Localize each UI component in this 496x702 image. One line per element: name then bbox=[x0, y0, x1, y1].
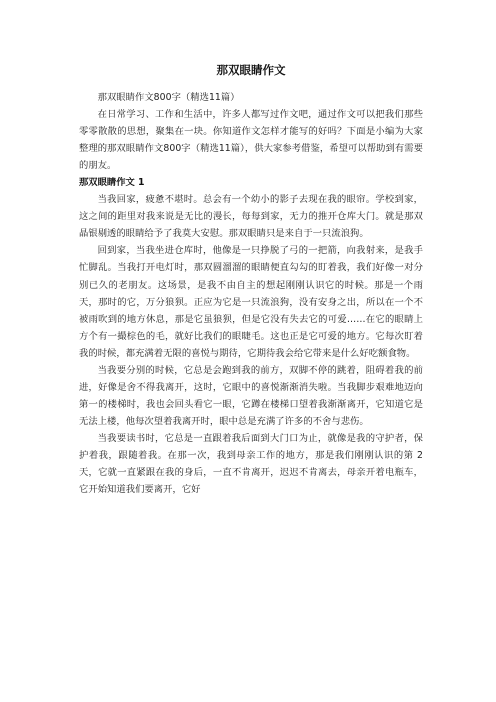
intro-paragraph: 在日常学习、工作和生活中，许多人都写过作文吧，通过作文可以把我们那些零零散散的思想，聚集在一块。你知道作文怎样才能写的好吗？下面是小编为大家整理的那双眼睛作文800字（精选11篇），供大家参考借鉴，希望可以帮助到有需要的朋友。 bbox=[79, 109, 423, 172]
body-paragraph: 当我要分别的时候，它总是会跑到我的前方，双脚不停的跳着，阻碍着我的前进，好像是舍不得我离开，这时，它眼中的喜悦渐渐消失啦。当我脚步艰难地迈向第一的楼梯时，我也会回头看它一眼，它蹲在楼梯口望着我渐渐离开，它知道它是无法上楼，他每次望着我离开时，眼中总是充满了许多的不舍与悲伤。 bbox=[79, 364, 423, 427]
intro-line: 那双眼睛作文800字（精选11篇） bbox=[97, 92, 240, 103]
section-heading: 那双眼睛作文 1 bbox=[79, 177, 145, 189]
body-paragraph: 回到家，当我坐进仓库时，他像是一只挣脱了弓的一把箭，向我射来，是我手忙脚乱。当我打开电灯时，那双圆溜溜的眼睛便直勾勾的盯着我，我们好像一对分别已久的老朋友。这场景，是我不由自主的想起刚刚认识它的时候。那是一个雨天，那时的它，万分狼狈。正应为它是一只流浪狗，没有安身之出，所以在一个不被雨吹到的地方休息，那是它虽狼狈，但是它没有失去它的可爱……在它的眼睛上方个有一撮棕色的毛，就好比我们的眼睫毛。这也正是它可爱的地方。它每次盯着我的时候，都充满着无限的喜悦与期待，它期待我会给它带来是什么好吃额食物。 bbox=[79, 245, 423, 359]
body-paragraph: 当我回家，疲惫不堪时。总会有一个幼小的影子去现在我的眼帘。学校到家，这之间的距里对我来说是无比的漫长，每每到家，无力的推开仓库大门。就是那双晶银剔透的眼睛给予了我莫大安慰。那双眼睛只是来自于一只流浪狗。 bbox=[79, 194, 423, 240]
document-page bbox=[79, 62, 423, 498]
body-paragraph: 当我要读书时，它总是一直跟着我后面到大门口为止，就像是我的守护者，保护着我，跟随着我。在那一次，我到母亲工作的地方，那是我们刚刚认识的第 2 天，它就一直紧跟在我的身后，一直不肯离开，迟迟不肯离去，母亲开着电瓶车，它开始知道我们要离开，它好 bbox=[79, 432, 423, 496]
document-title: 那双眼睛作文 bbox=[216, 63, 286, 77]
